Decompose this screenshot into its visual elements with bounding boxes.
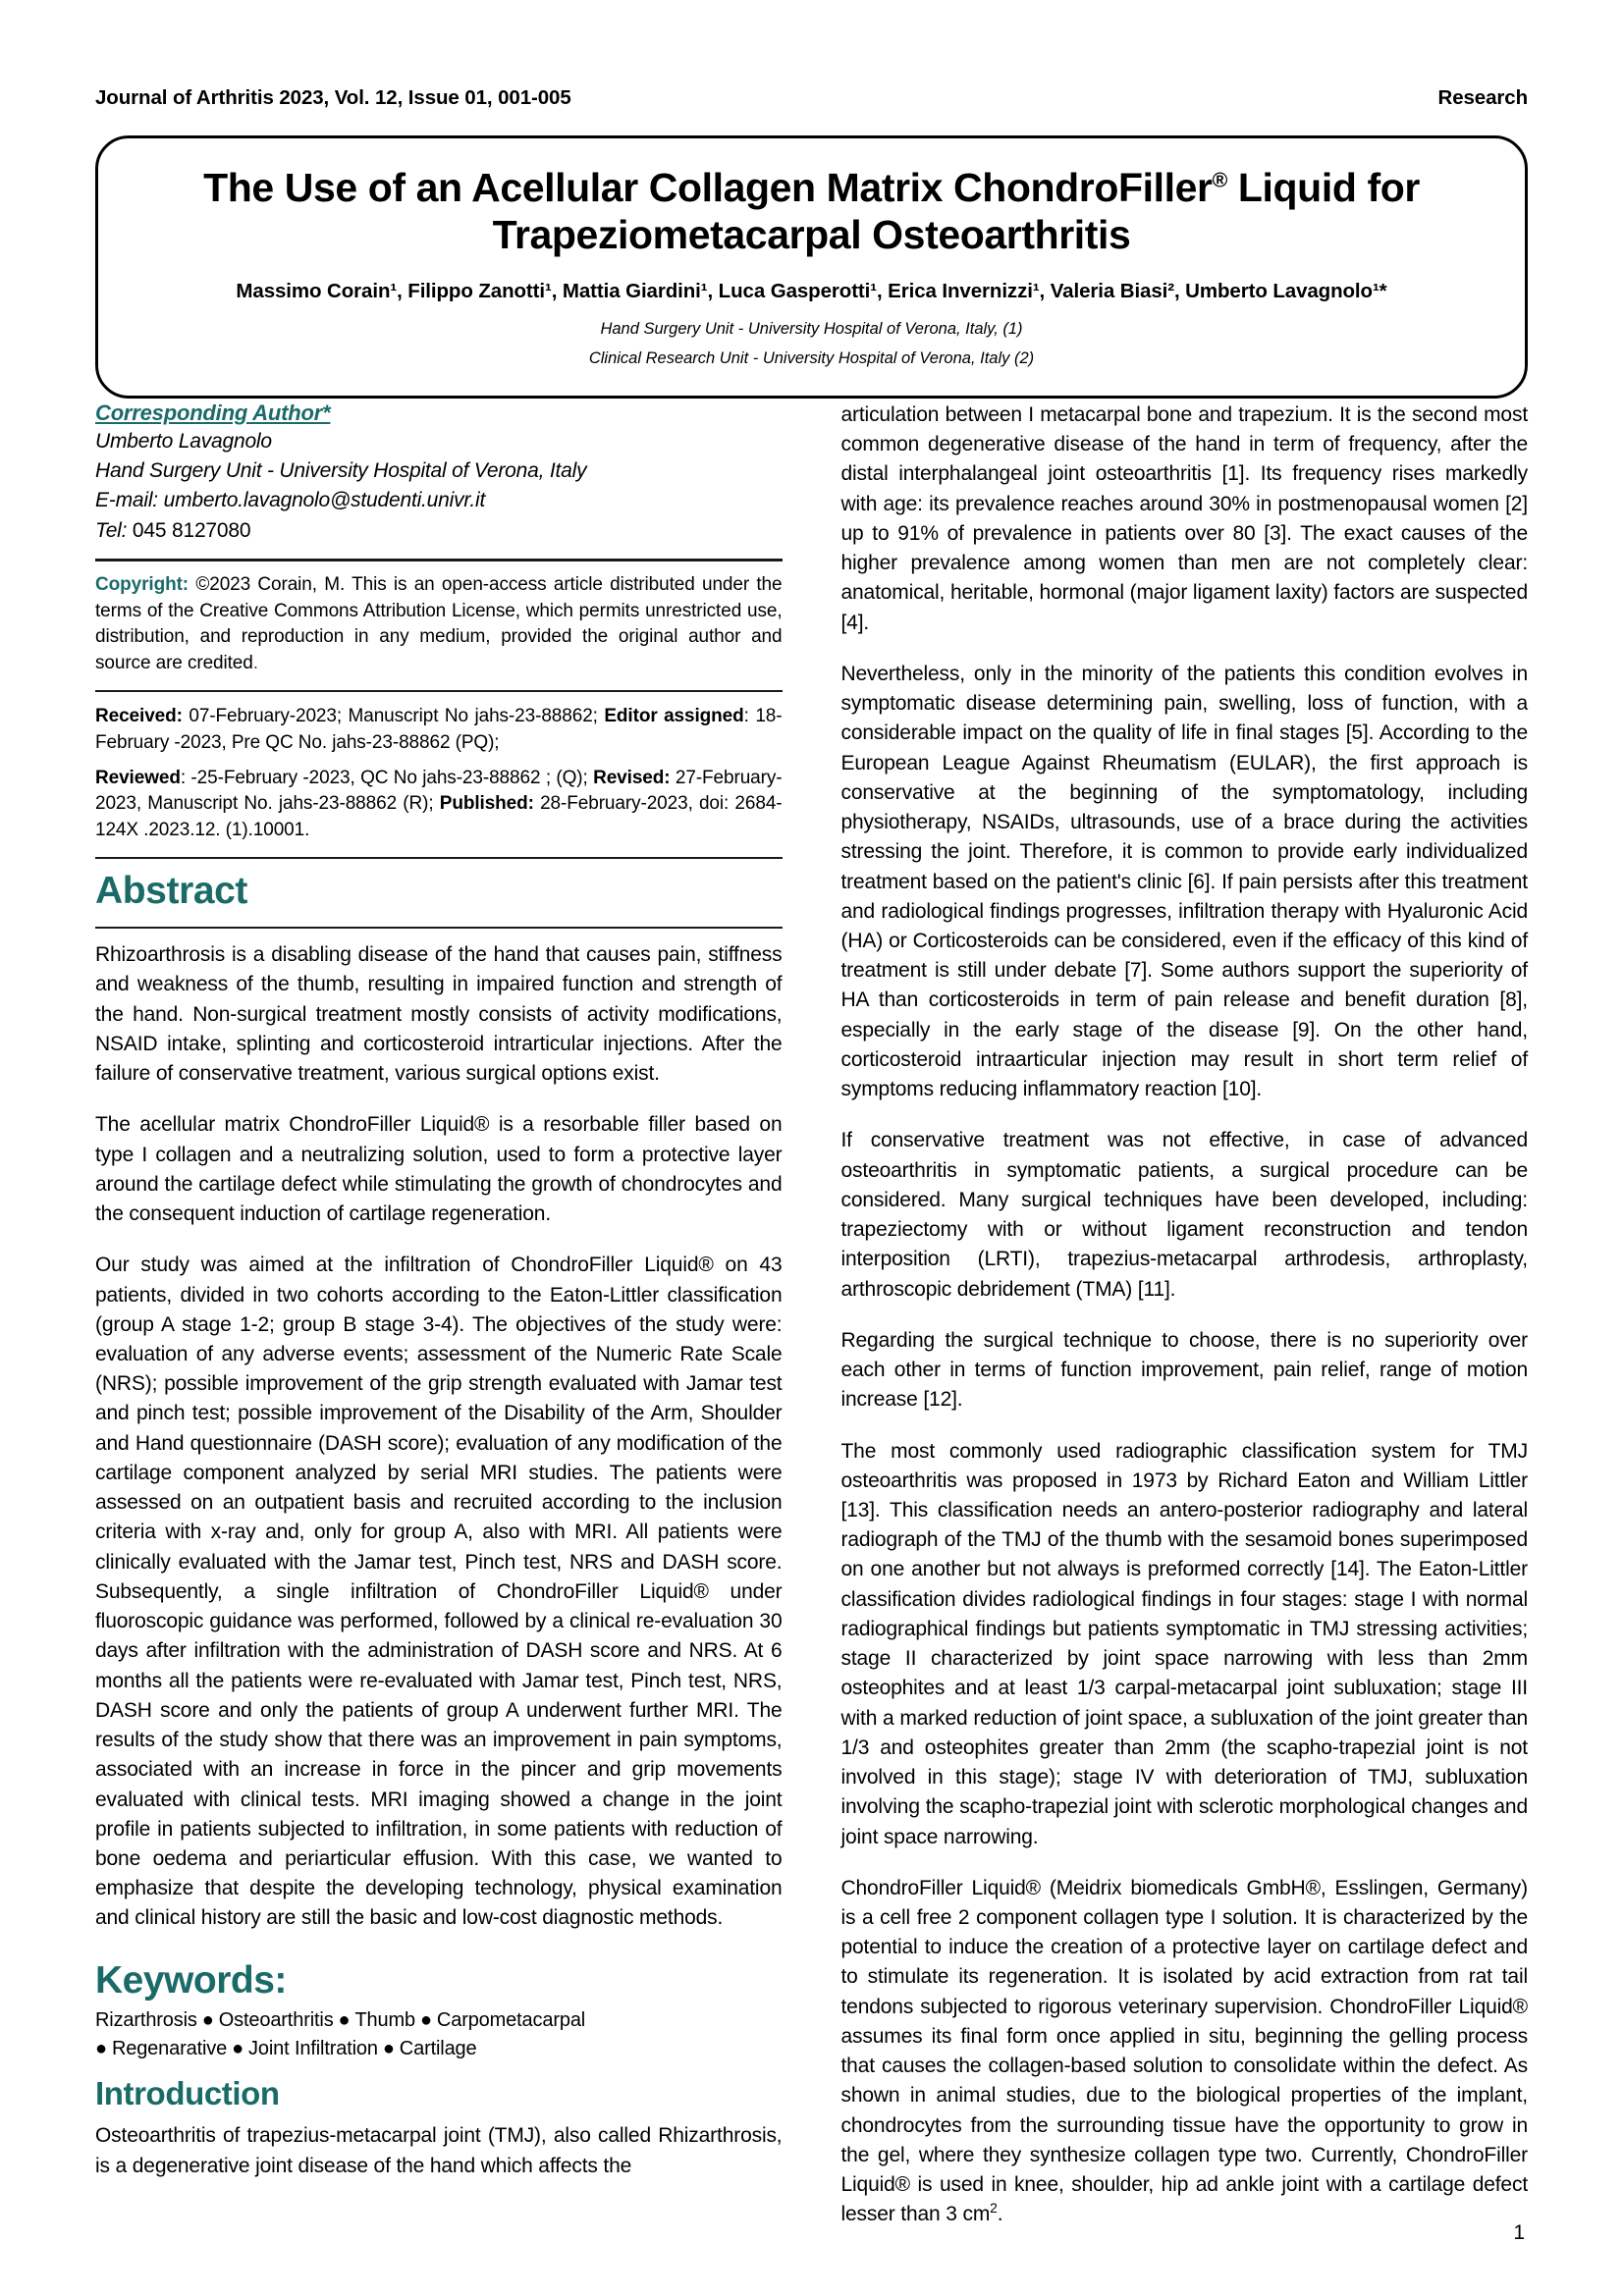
keyword-separator-icon: ● [201,2009,214,2032]
abstract-heading: Abstract [95,870,248,913]
author-list: Massimo Corain¹, Filippo Zanotti¹, Mattia Giardini¹, Luca Gasperotti¹, Erica Invernizzi¹, Valeria Biasi², Umberto Lavagnolo¹* [236,279,1387,302]
left-column [95,400,783,2230]
title-line1-part1: The Use of an Acellular Collagen Matrix ChondroFiller [203,165,1213,210]
right-paragraph-3: If conservative treatment was not effective, in case of advanced osteoarthritis in symptomatic patients, a surgical procedure can be considered. Many surgical techniques have been developed, including: trapeziectomy with or without ligament reconstruction and tendon interposition (LRTI), trapezius-metacarpal arthrodesis, arthroplasty, arthroscopic debridement (TMA) [11]. [840,1129,1528,1301]
keyword-separator-icon: ● [95,2037,107,2059]
title-line2: Trapeziometacarpal Osteoarthritis [492,212,1131,258]
received-text: 07-February-2023; Manuscript No jahs-23-88862; [182,706,605,727]
corresponding-author-tel-row [95,516,783,546]
keyword-item: Osteoarthritis [218,2009,334,2032]
corresponding-author-name: Umberto Lavagnolo [95,430,272,453]
registered-trademark-icon: ® [1212,168,1227,192]
keyword-separator-icon: ● [419,2009,432,2032]
keyword-item: Rizarthrosis [95,2009,197,2032]
history-paragraph-2 [95,766,783,844]
reviewed-text: : -25-February -2023, QC No jahs-23-88862 ; (Q); [180,767,594,788]
copyright-text: ©2023 Corain, M. This is an open-access article distributed under the terms of the Creative Commons Attribution License, which permits unrestricted use, distribution, and reproduction in any medium, provided the original author and source are credited [95,573,783,673]
final-period: . [997,2203,1003,2226]
email-value[interactable]: umberto.lavagnolo@studenti.univr.it [163,489,486,512]
keywords-items [95,2009,585,2058]
abstract-paragraph-3: Our study was aimed at the infiltration of ChondroFiller Liquid® on 43 patients, divided in two cohorts according to the Eaton-Littler classification (group A stage 1-2; group B stage 3-4). The objectives of the study were: evaluation of any adverse events; assessment of the Numeric Rate Scale (NRS); possible improvement of the grip strength evaluated with Jamar test and pinch test; possible improvement of the Disability of the Arm, Shoulder and Hand questionnaire (DASH score); evaluation of any modification of the cartilage component analyzed by serial MRI studies. The patients were assessed on an outpatient basis and recruited according to the inclusion criteria with x-ray and, only for group A, also with MRI. All patients were clinically evaluated with the Jamar test, Pinch test, NRS and DASH score. Subsequently, a single infiltration of ChondroFiller Liquid® under fluoroscopic guidance was performed, followed by a clinical re-evaluation 30 days after infiltration with the administration of DASH score and NRS. At 6 months all the patients were re-evaluated with Jamar test, Pinch test, NRS, DASH score and only the patients of group A underwent further MRI. The results of the study show that there was an improvement in pain symptoms, associated with an increase in force in the pincer and grip movements evaluated with clinical tests. MRI imaging showed a change in the joint profile in patients subjected to infiltration, in some patients with reduction of bone oedema and periarticular effusion. With this case, we wanted to emphasize that despite the developing technology, physical examination and clinical history are still the basic and low-cost diagnostic methods. [95,1254,783,1930]
copyright-paragraph [95,572,783,676]
received-label: Received: [95,706,183,727]
divider-above-abstract [95,857,783,859]
page-title [134,164,1489,259]
copyright-trailing-dot: . [252,652,258,673]
tel-value: 045 8127080 [132,518,251,542]
keywords-block [95,1955,783,2062]
editor-assigned-text: : 18- February -2023, Pre QC No. jahs-23-88862 (PQ); [95,706,783,753]
revised-text: 27-February-2023, Manuscript No. jahs-23-88862 (R); [95,767,783,815]
right-paragraph-2: Nevertheless, only in the minority of the patients this condition evolves in symptomatic disease determining pain, swelling, loss of function, with a considerable impact on the quality of life in final stages [5]. According to the European League Against Rheumatism (EULAR), the first approach is conservative at the beginning of the symptomatology, including physiotherapy, NSAIDs, ultrasounds, use of a brace during the activities stressing the joint. Therefore, it is common to provide early individualized treatment based on the patient's clinic [6]. If pain persists after this treatment and radiological findings progresses, infiltration therapy with Hyaluronic Acid (HA) or Corticosteroids can be considered, even if the efficacy of this kind of treatment is still under debate [7]. Some authors support the superiority of HA than corticosteroids in term of pain release and benefit duration [8], especially in the early stage of the disease [9]. On the other hand, corticosteroid intraarticular injection may result in short term relief of symptoms reducing inflammatory reaction [10]. [840,662,1528,1101]
right-column [841,400,1529,2230]
title-line1-part2: Liquid for [1226,165,1420,210]
article-type-label: Research [1437,86,1528,109]
running-head [95,86,1528,110]
tel-label: Tel: [95,518,128,542]
chondrofiller-description-text: ChondroFiller Liquid® (Meidrix biomedicals GmbH®, Esslingen, Germany) is a cell free 2 component collagen type I solution. It is characterized by the potential to induce the creation of a protective layer on cartilage defect and to stimulate its regeneration. It is isolated by acid extraction from rat tail tendons subjected to rigorous veterinary supervision. ChondroFiller Liquid® assumes its final form once applied in situ, beginning the gelling process that causes the collagen-based solution to consolidate within the defect. As shown in animal studies, due to the biological properties of the implant, chondrocytes from the surrounding tissue have the opportunity to grow in the gel, where they synthesize collagen type two. Currently, ChondroFiller Liquid® is used in knee, shoulder, hip ad ankle joint with a cartilage defect lesser than 3 cm [840,1876,1528,2226]
revised-label: Revised: [593,767,671,788]
keywords-label: Keywords: [95,1958,287,2002]
keyword-item: Cartilage [399,2037,477,2059]
affiliation-2: Clinical Research Unit - University Hospital of Verona, Italy (2) [588,348,1035,367]
keyword-item: Thumb [354,2009,415,2032]
divider-below-abstract-heading [95,927,783,929]
published-text: 28-February-2023, doi: 2684-124X .2023.12. (1).10001. [95,793,783,840]
body-columns [95,400,1528,2230]
title-box [95,135,1528,399]
email-label: E-mail: [95,489,158,512]
published-label: Published: [439,793,534,815]
abstract-paragraph-1: Rhizoarthrosis is a disabling disease of the hand that causes pain, stiffness and weakness of the thumb, resulting in impaired function and strength of the hand. Non-surgical treatment mostly consists of activity modifications, NSAID intake, splinting and corticosteroid intrarticular injections. After the failure of conservative treatment, various surgical options exist. [95,943,783,1086]
reviewed-label: Reviewed [95,767,181,788]
superscript-two: 2 [990,2200,998,2216]
right-paragraph-1: articulation between I metacarpal bone and trapezium. It is the second most common degenerative disease of the hand in term of frequency, after the distal interphalangeal joint osteoarthritis [1]. Its frequency rises markedly with age: its prevalence reaches around 30% in postmenopausal women [2] up to 91% of prevalence in patients over 80 [3]. The exact causes of the higher prevalence among women than men are not completely clear: anatomical, heritable, hormonal (major ligament laxity) factors are suspected [4]. [840,403,1528,634]
divider-above-copyright [95,559,783,561]
keyword-item: Carpometacarpal [436,2009,586,2032]
history-paragraph-1 [95,704,783,756]
journal-citation-line: Journal of Arthritis 2023, Vol. 12, Issue 01, 001-005 [95,86,571,109]
divider-above-history [95,690,783,692]
corresponding-author-heading: Corresponding Author* [95,400,331,425]
keyword-separator-icon: ● [338,2009,351,2032]
copyright-label: Copyright: [95,573,189,595]
affiliation-1: Hand Surgery Unit - University Hospital of Verona, Italy, (1) [600,320,1023,339]
right-paragraph-6 [841,1874,1529,2230]
corresponding-author-affiliation: Hand Surgery Unit - University Hospital of Verona, Italy [95,459,587,483]
introduction-heading: Introduction [95,2075,280,2111]
introduction-paragraph: Osteoarthritis of trapezius-metacarpal joint (TMJ), also called Rhizarthrosis, is a degenerative joint disease of the hand which affects the [95,2124,783,2177]
corresponding-author-block [95,400,783,546]
abstract-paragraph-2: The acellular matrix ChondroFiller Liquid® is a resorbable filler based on type I collagen and a neutralizing solution, used to form a protective layer around the cartilage defect while stimulating the growth of chondrocytes and the consequent induction of cartilage regeneration. [95,1113,783,1226]
editor-assigned-label: Editor assigned [604,706,744,727]
keyword-separator-icon: ● [232,2037,244,2059]
keyword-separator-icon: ● [382,2037,395,2059]
page-number: 1 [1513,2221,1525,2244]
keyword-item: Joint Infiltration [248,2037,378,2059]
corresponding-author-email-row [95,486,783,515]
right-paragraph-5: The most commonly used radiographic classification system for TMJ osteoarthritis was proposed in 1973 by Richard Eaton and William Littler [13]. This classification needs an antero-posterior radiography and lateral radiograph of the TMJ of the thumb with the sesamoid bones superimposed on one another but not always is preformed correctly [14]. The Eaton-Littler classification divides radiological findings in four stages: stage I with normal radiographical findings but patients symptomatic in TMJ stressing activities; stage II characterized by joint space narrowing with less than 2mm osteophites and at least 1/3 carpal-metacarpal joint subluxation; stage III with a marked reduction of joint space, a subluxation of the joint greater than 1/3 and osteophites greater than 2mm (the scapho-trapezial joint is not involved in this stage); stage IV with deterioration of TMJ, subluxation involving the scapho-trapezial joint with sclerotic morphological changes and joint space narrowing. [840,1439,1528,1848]
right-paragraph-4: Regarding the surgical technique to choose, there is no superiority over each other in terms of function improvement, pain relief, range of motion increase [12]. [840,1328,1528,1412]
keyword-item: Regenarative [111,2037,228,2059]
